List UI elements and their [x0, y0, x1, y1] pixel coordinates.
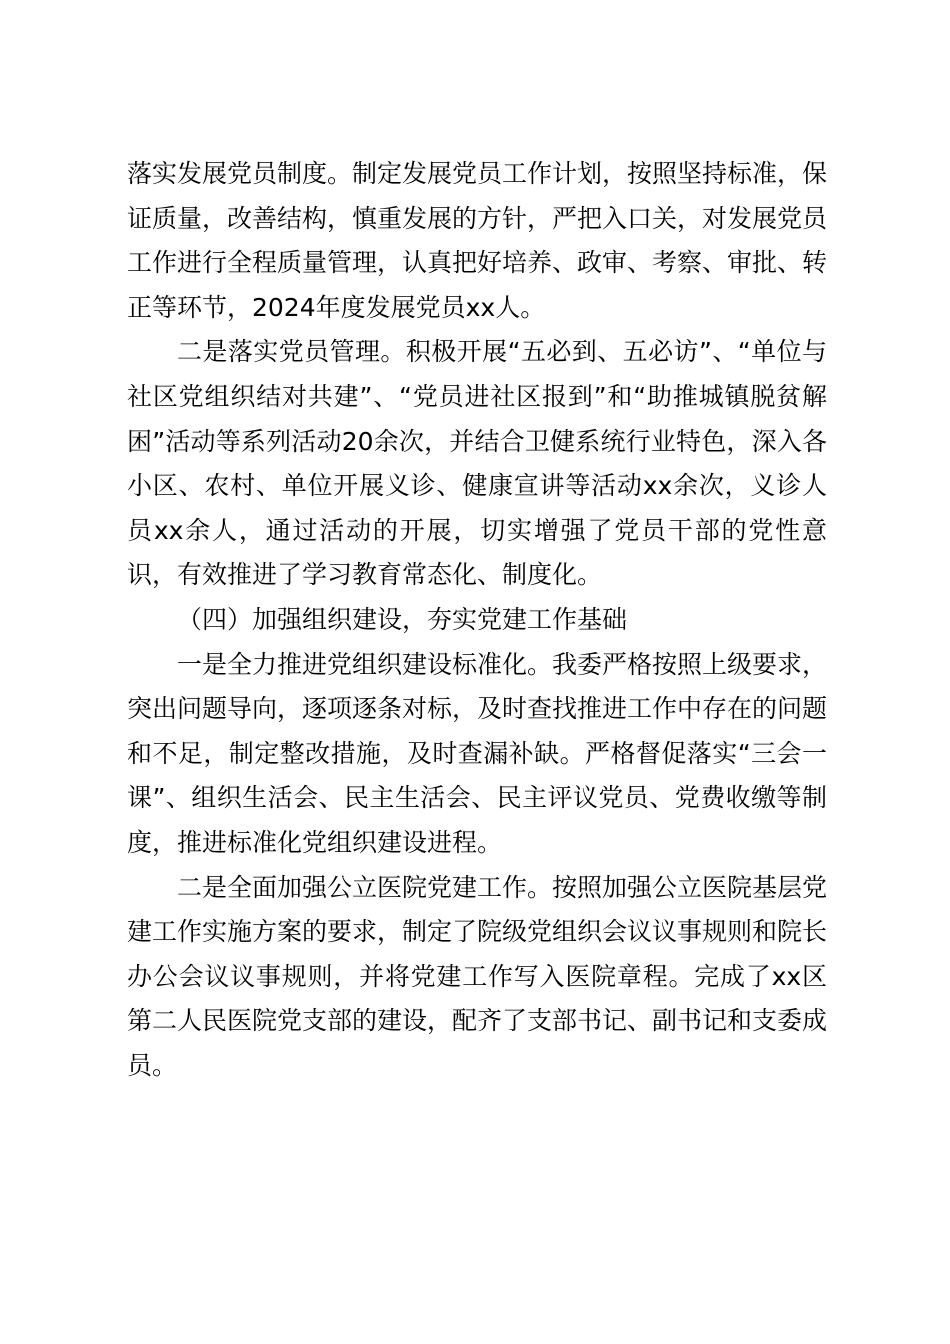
paragraph-organization-standardization: 一是全力推进党组织建设标准化。我委严格按照上级要求，突出问题导向，逐项逐条对标，及时查找推进工作中存在的问题和不足，制定整改措施，及时查漏补缺。严格督促落实“三会一课”、组织生活会、民主生活会、民主评议党员、党费收缴等制度，推进标准化党组织建设进程。 [127, 649, 828, 857]
paragraph-party-member-management: 二是落实党员管理。积极开展“五必到、五必访”、“单位与社区党组织结对共建”、“党员进社区报到”和“助推城镇脱贫解困”活动等系列活动20余次，并结合卫健系统行业特色，深入各小区、农村、单位开展义诊、健康宣讲等活动xx余次，义诊人员xx余人，通过活动的开展，切实增强了党员干部的党性意识，有效推进了学习教育常态化、制度化。 [127, 337, 827, 590]
paragraph-party-member-development: 落实发展党员制度。制定发展党员工作计划，按照坚持标准，保证质量，改善结构，慎重发展的方针，严把入口关，对发展党员工作进行全程质量管理，认真把好培养、政审、考察、审批、转正等环节，2024年度发展党员xx人。 [127, 159, 828, 322]
paragraph-public-hospital-party-building: 二是全面加强公立医院党建工作。按照加强公立医院基层党建工作实施方案的要求，制定了院级党组织会议议事规则和院长办公会议议事规则，并将党建工作写入医院章程。完成了xx区第二人民医院党支部的建设，配齐了支部书记、副书记和支委成员。 [127, 872, 828, 1080]
section-heading-organization-building: （四）加强组织建设，夯实党建工作基础 [177, 604, 628, 634]
document-body [127, 152, 827, 1088]
